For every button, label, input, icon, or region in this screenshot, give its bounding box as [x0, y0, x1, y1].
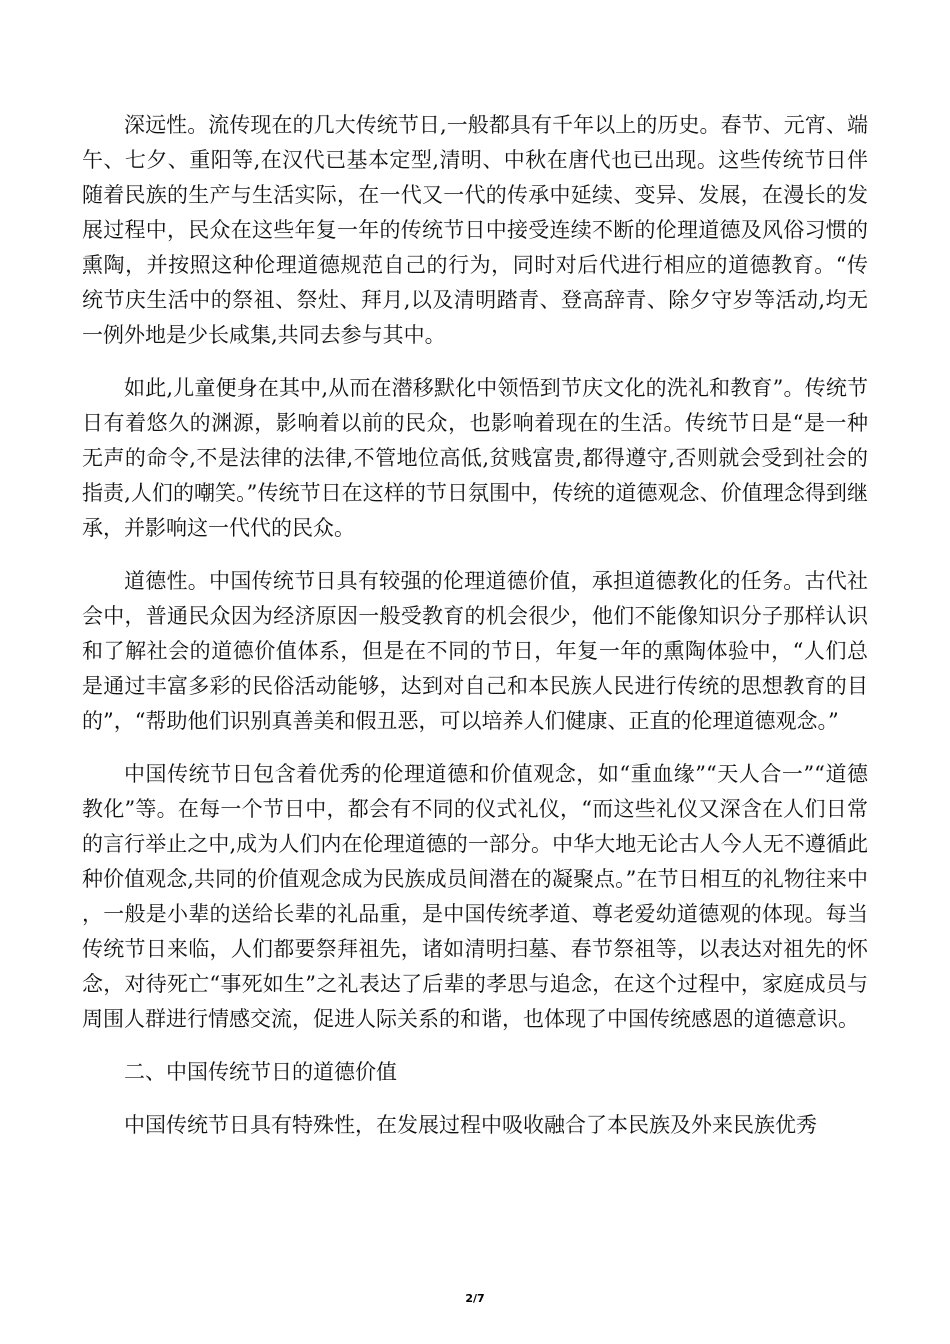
- paragraph-influence: 如此,儿童便身在其中,从而在潜移默化中领悟到节庆文化的洗礼和教育”。传统节日有着悠久的渊源，影响着以前的民众，也影响着现在的生活。传统节日是“是一种无声的命令,不是法律的法律,不管地位高低,贫贱富贵,都得遵守,否则就会受到社会的指责,人们的嘲笑。”传统节日在这样的节日氛围中，传统的道德观念、价值理念得到继承，并影响这一代代的民众。: [82, 376, 868, 540]
- paragraph-morality: 道德性。中国传统节日具有较强的伦理道德价值，承担道德教化的任务。古代社会中，普通民众因为经济原因一般受教育的机会很少，他们不能像知识分子那样认识和了解社会的道德价值体系，但是在不同的节日，年复一年的熏陶体验中，“人们总是通过丰富多彩的民俗活动能够，达到对自己和本民族人民进行传统的思想教育的目的”，“帮助他们识别真善美和假丑恶，可以培养人们健康、正直的伦理道德观念。”: [82, 569, 868, 733]
- section-heading: 二、中国传统节日的道德价值: [124, 1060, 397, 1084]
- paragraph-longevity: 深远性。流传现在的几大传统节日,一般都具有千年以上的历史。春节、元宵、端午、七夕、重阳等,在汉代已基本定型,清明、中秋在唐代也已出现。这些传统节日伴随着民族的生产与生活实际，在一代又一代的传承中延续、变异、发展，在漫长的发展过程中，民众在这些年复一年的传统节日中接受连续不断的伦理道德及风俗习惯的熏陶，并按照这种伦理道德规范自己的行为，同时对后代进行相应的道德教育。“传统节庆生活中的祭祖、祭灶、拜月,以及清明踏青、登高辞青、除夕守岁等活动,均无一例外地是少长咸集,共同去参与其中。: [82, 113, 868, 347]
- document-body: [82, 108, 868, 1161]
- paragraph-final: 中国传统节日具有特殊性，在发展过程中吸收融合了本民族及外来民族优秀: [124, 1113, 817, 1137]
- page-number: 2/7: [465, 1292, 485, 1305]
- paragraph-values: 中国传统节日包含着优秀的伦理道德和价值观念，如“重血缘”“天人合一”“道德教化”等。在每一个节日中，都会有不同的仪式礼仪，“而这些礼仪又深含在人们日常的言行举止之中,成为人们内在伦理道德的一部分。中华大地无论古人今人无不遵循此种价值观念,共同的价值观念成为民族成员间潜在的凝聚点。”在节日相互的礼物往来中，一般是小辈的送给长辈的礼品重，是中国传统孝道、尊老爱幼道德观的体现。每当传统节日来临，人们都要祭拜祖先，诸如清明扫墓、春节祭祖等，以表达对祖先的怀念，对待死亡“事死如生”之礼表达了后辈的孝思与追念，在这个过程中，家庭成员与周围人群进行情感交流，促进人际关系的和谐，也体现了中国传统感恩的道德意识。: [82, 762, 869, 1031]
